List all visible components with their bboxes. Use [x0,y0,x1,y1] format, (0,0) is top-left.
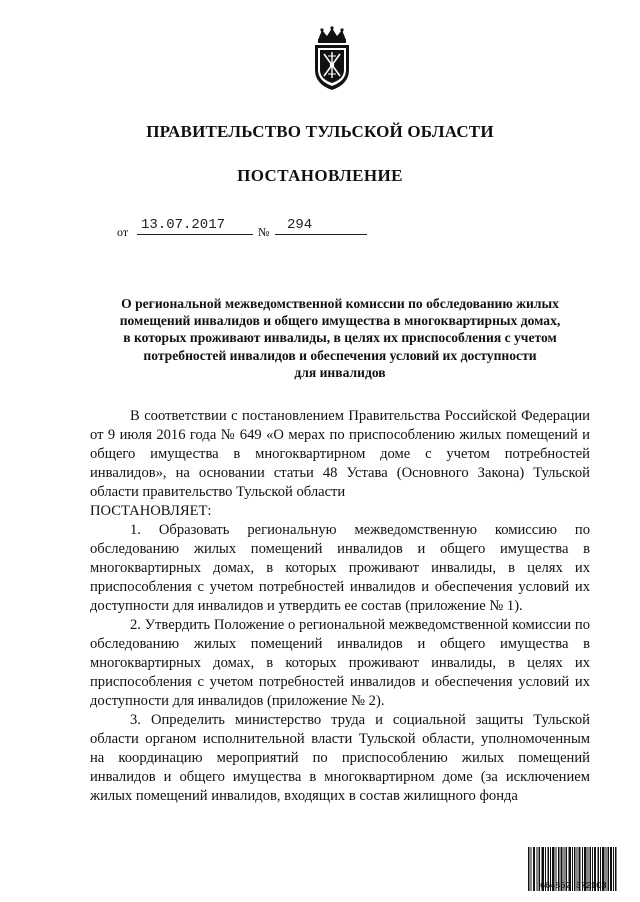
list-item: 3. Определить министерство труда и социальной защиты Тульской области органом исполнительной власти Тульской области, уполномоченным на координацию мероприятий по приспособлению жилых помещений инвалидов и общего имущества в многоквартирном доме (за исключением жилых помещений инвалидов, входящих в состав жилищного фонда [90,712,590,804]
document-body [90,407,590,806]
number-label: № [258,225,270,239]
list-item: 2. Утвердить Положение о региональной межведомственной комиссии по обследованию жилых помещений инвалидов и общего имущества в многоквартирных домах, в которых проживают инвалиды, в целях их приспособления с учетом потребностей инвалидов и обеспечения условий их доступности для инвалидов (приложение № 2). [90,617,590,709]
title-line: помещений инвалидов и общего имущества в многоквартирных домах, [119,313,561,329]
document-date: 13.07.2017 [141,217,226,233]
barcode-number: 664862 372103 [539,881,607,891]
number-underline [275,234,367,235]
list-item: 1. Образовать региональную межведомственную комиссию по обследованию жилых помещений инвалидов и общего имущества в многоквартирных домах, в которых проживают инвалиды, в целях их приспособления с учетом потребностей инвалидов и обеспечения условий их доступности для инвалидов и утвердить ее состав (приложение № 1). [90,522,590,614]
title-line: О региональной межведомственной комиссии по обследованию жилых [121,296,559,311]
date-label: от [117,225,129,239]
document-number: 294 [287,217,313,233]
document-type: ПОСТАНОВЛЕНИЕ [237,166,403,185]
document-title [90,295,590,381]
title-line: для инвалидов [294,364,386,380]
dateline [117,217,377,239]
coat-of-arms-icon [308,26,356,92]
government-name: ПРАВИТЕЛЬСТВО ТУЛЬСКОЙ ОБЛАСТИ [146,122,494,141]
title-line: потребностей инвалидов и обеспечения условий их доступности [143,347,537,363]
preamble-paragraph: В соответствии с постановлением Правительства Российской Федерации от 9 июля 2016 года № 649 «О мерах по приспособлению жилых помещений и общего имущества в многоквартирном доме с учетом потребностей инвалидов», на основании статьи 48 Устава (Основного Закона) Тульской области правительство Тульской области [90,408,590,500]
resolve-word: ПОСТАНОВЛЯЕТ: [90,503,212,519]
date-underline [137,234,253,235]
title-line: в которых проживают инвалиды, в целях их приспособления с учетом [123,330,557,346]
